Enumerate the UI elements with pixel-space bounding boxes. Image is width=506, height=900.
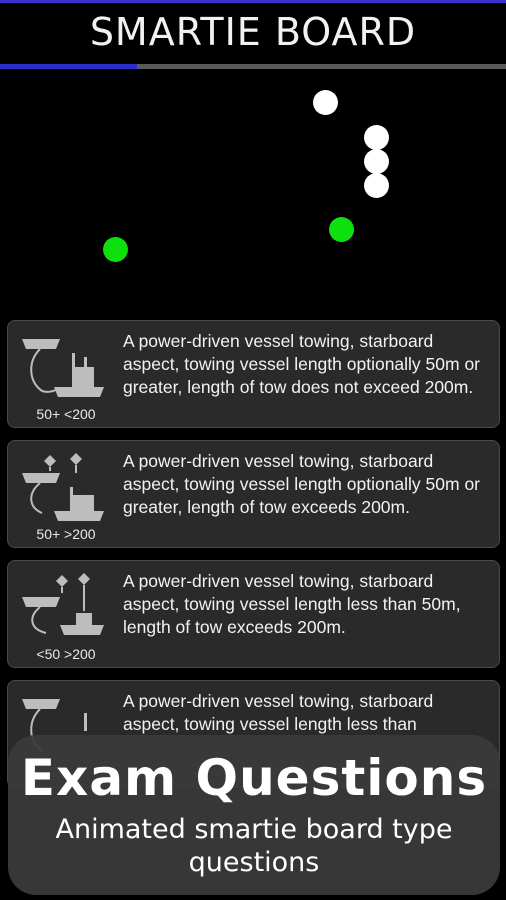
answer-text-1: A power-driven vessel towing, starboard aspect, towing vessel length optionally 50m or greater, length of tow does not exceed 200m. (123, 331, 481, 397)
answer-text-2: A power-driven vessel towing, starboard aspect, towing vessel length optionally 50m or greater, length of tow exceeds 200m. (123, 451, 481, 517)
progress-fill (0, 64, 137, 69)
answer-range-2: 50+ >200 (36, 526, 96, 542)
answer-option-3[interactable] (7, 560, 500, 668)
white-light-2 (364, 125, 389, 150)
banner-title: Exam Questions (20, 749, 488, 807)
top-accent-bar (0, 0, 506, 3)
white-light-1 (313, 90, 338, 115)
page-title: SMARTIE BOARD (89, 10, 417, 54)
answer-option-2[interactable] (7, 440, 500, 548)
white-light-4 (364, 173, 389, 198)
tow-short-icon (20, 331, 110, 407)
answer-text-3: A power-driven vessel towing, starboard aspect, towing vessel length less than 50m, length of tow exceeds 200m. (123, 571, 461, 637)
answer-text-4: A power-driven vessel towing, starboard aspect, towing vessel length less than (123, 691, 434, 734)
answer-option-1[interactable] (7, 320, 500, 428)
white-light-3 (364, 149, 389, 174)
banner-subtitle: Animated smartie board type questions (55, 814, 453, 878)
smartie-board (0, 70, 506, 315)
tow-long-shapes-icon (20, 451, 110, 527)
progress-bar (0, 64, 506, 69)
green-light-1 (329, 217, 354, 242)
green-light-2 (103, 237, 128, 262)
promo-banner (8, 735, 500, 895)
answer-range-1: 50+ <200 (36, 406, 96, 422)
tow-small-shapes-icon (20, 571, 110, 647)
answer-range-3: <50 >200 (36, 646, 96, 662)
